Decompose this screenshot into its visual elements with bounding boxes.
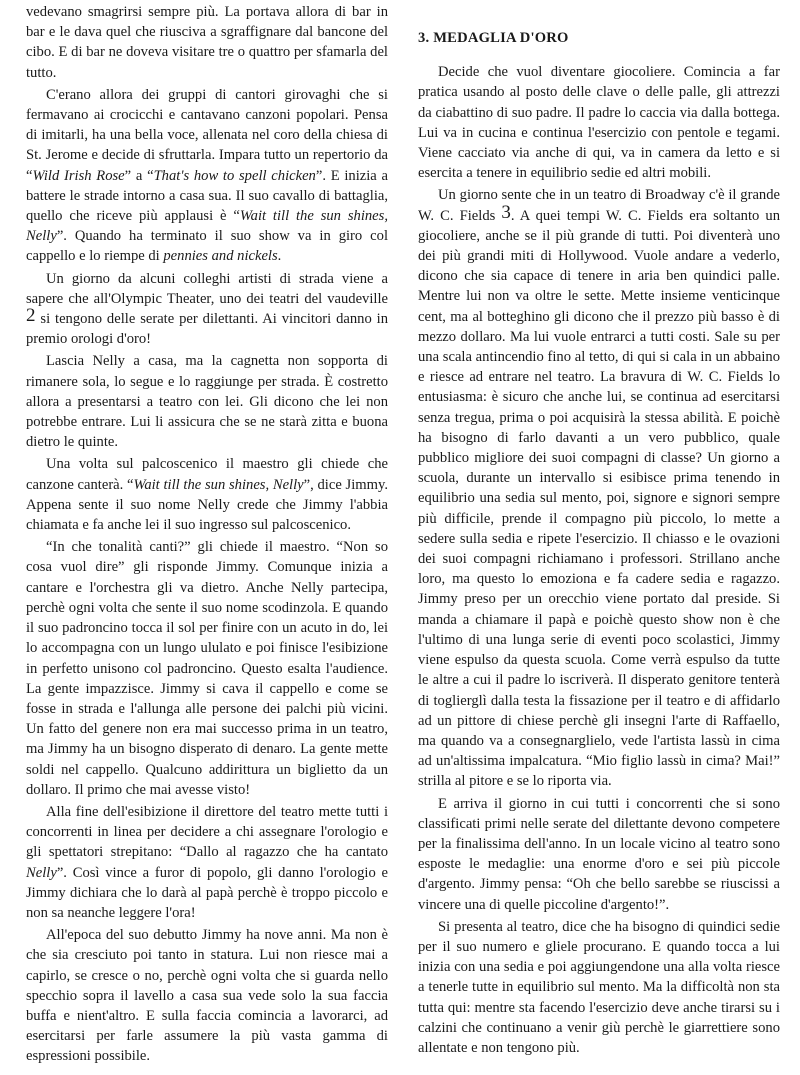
song-title: Wild Irish Rose: [32, 167, 125, 184]
paragraph: Lascia Nelly a casa, ma la cagnetta non sopporta di rimanere sola, lo segue e lo raggiunge per strada. È costretto allora a presentarsi a teatro con lei. Gli dicono che lei non potrebbe entrare. Lui li assicura che se ne starà zitta e buona dietro le quinte.: [26, 353, 388, 451]
song-title: Wait till the sun shines, Nelly: [133, 476, 304, 493]
paragraph: Si presenta al teatro, dice che ha bisogno di quindici sedie per il suo numero e gliele procurano. E quando tocca a lui inizia con una sedia e poi aggiungendone una alla volta riesce a tenerle tutte in equilibrio sul mento. Ma la difficoltà non sta tutta qui: mentre sta facendo l'esercizio deve anche tirarsi su i calzini che continuano a venir giù perchè le giarrettiere sono allentate e non tengono più.: [418, 918, 780, 1056]
footnote-marker: 3: [501, 201, 511, 223]
italic-phrase: pennies and nickels: [163, 248, 278, 265]
paragraph: C'erano allora dei gruppi di cantori girovaghi che si fermavano ai crocicchi e cantavano canzoni popolari. Pensa di imitarli, ha una bella voce, allenata nel coro della chiesa di St. Jerome e decide di sfruttarla. Impara tutto un repertorio da “Wild Irish Rose” a “That's how to spell chicken”. E inizia a battere le strade intorno a casa sua. Il suo cavallo di battaglia, quello che riceve più applausi è “Wait till the sun shines, Nelly”. Quando ha terminato il suo show va in giro col cappello e lo riempe di pennies and nickels.: [26, 86, 388, 265]
paragraph: Un giorno sente che in un teatro di Broadway c'è il grande W. C. Fields 3. A quei tempi W. C. Fields era soltanto un giocoliere, anche se il più grande di tutti. Poi diventerà uno dei più grandi miti di Hollywood. Vuole andare a vederlo, dicono che sia capace di tenere in aria ben quindici palle. Mentre lui non va oltre le sette. Mette insieme venticinque cent, ma al botteghino gli dicono che il prezzo più basso è di mezzo dollaro. Ma lui vuole entrarci a tutti costi. Sale su per una scala antincendio fino al tetto, di qui si cala in un abbaino e riesce ad entrare nel teatro. La bravura di W. C. Fields lo entusiasma: è sicuro che anche lui, se continua ad esercitarsi senza tregua, prima o poi acquisirà la stessa abilità. E poichè ha bisogno di farlo davanti a un vero pubblico, quale pubblico migliore dei suoi compagni di classe? Un giorno a scuola, durante un intervallo si esibisce prima tenendo in equilibrio una sedia sul mento, poi, signore e signori sempre più difficile, prende il compagno più piccolo, lo mette a sedere sulla sedia e ripete l'esercizio. Il chiasso e le ovazioni dei suoi compagni richiamano i professori. Strillano anche loro, ma questo lo emoziona e fa cadere sedia e ragazzo. Jimmy preso per un orecchio viene portato dal preside. Si manda a chiamare il papà e poichè questo show non è che l'ultimo di una lunga serie di eventi poco scolastici, Jimmy viene espulso da questa scuola. Come verrà espulso da tutte le altre a cui il padre lo iscriverà. Il disperato genitore tenterà di toglierglì dalla testa la fissazione per il teatro e di affidarlo ad un pittore di chiese perchè gli insegni l'arte di Raffaello, ma quando va a consegnarglielo, vede l'artista lassù in cima ad un'altissima impalcatura. “Mio figlio lassù in cima? Mai!” strilla al pitore e se lo riporta via.: [418, 187, 780, 790]
paragraph: E arriva il giorno in cui tutti i concorrenti che si sono classificati primi nelle serate del dilettante devono competere per la finalissima dell'anno. In un locale vicino al teatro sono esposte le medaglie: una enorme d'oro e sei più piccole d'argento. Jimmy pensa: “Oh che bello sarebbe se riuscissi a vincere una di quelle piccoline d'argento!”.: [418, 795, 780, 913]
song-title: That's how to spell chicken: [153, 167, 316, 184]
paragraph: vedevano smagrirsi sempre più. La portava allora di bar in bar e le dava quel che riusciva a sgraffignare dal bancone del cibo. E di bar ne doveva visitare tre o quattro per sfamarla del tutto.: [26, 4, 388, 81]
italic-phrase: Nelly: [26, 864, 57, 881]
paragraph: Un giorno da alcuni colleghi artisti di strada viene a sapere che all'Olympic Theater, uno dei teatri del vaudeville 2 si tengono delle serate per dilettanti. Ai vincitori danno in premio orologi d'oro!: [26, 270, 388, 348]
paragraph: “In che tonalità canti?” gli chiede il maestro. “Non so cosa vuol dire” gli risponde Jimmy. Comunque inizia a cantare e l'orchestra gli va dietro. Anche Nelly partecipa, perchè ogni volta che sente il suo nome scodinzola. E quando il suo padroncino tocca il sol per finire con un acuto in do, lei lo accompagna con un lungo ululato e poi finisce l'esibizione in perfetto unisono col padroncino. Questo esalta l'audience. La gente impazzisce. Jimmy si cava il cappello e come se fosse in strada e l'allunga alle persone dei palchi più vicini. Un fatto del genere non era mai successo prima in un teatro, ma Jimmy ha un bisogno disperato di denaro. La gente mette soldi nel cappello. Qualcuno addirittura un biglietto da un dollaro. Il primo che mai avesse visto!: [26, 539, 388, 798]
right-column: [418, 2, 780, 1058]
section-heading: 3. MEDAGLIA D'ORO: [418, 30, 569, 46]
paragraph: Alla fine dell'esibizione il direttore del teatro mette tutti i concorrenti in linea per decidere a chi assegnare l'orologio e gli spettatori strepitano: “Dallo al ragazzo che ha cantato Nelly”. Così vince a furor di popolo, gli danno l'orologio e Jimmy dichiara che lo darà al papà perchè è troppo piccolo e non sa neanche leggere l'ora!: [26, 803, 388, 921]
footnote-marker: 2: [26, 305, 36, 327]
song-title: Wait till the sun shines, Nelly: [26, 208, 388, 245]
left-column: [26, 2, 388, 1067]
paragraph: Decide che vuol diventare giocoliere. Comincia a far pratica usando al posto delle clave o delle palle, gli attrezzi da ciabattino di suo padre. Il padre lo caccia via dalla bottega. Lui va in cucina e continua l'esercizio con pentole e tegami. Viene cacciato via anche di qui, va in camera da letto e si esercita a tenere in equilibrio sedie ed altri mobili.: [418, 64, 780, 182]
paragraph: Una volta sul palcoscenico il maestro gli chiede che canzone canterà. “Wait till the sun shines, Nelly”, dice Jimmy. Appena sente il suo nome Nelly crede che Jimmy l'abbia chiamata e fa anche lei il suo ingresso sul palcoscenico.: [26, 456, 388, 534]
paragraph: All'epoca del suo debutto Jimmy ha nove anni. Ma non è che sia cresciuto poi tanto in statura. Lui non riesce mai a capirlo, se cresce o no, perchè ogni volta che si guarda nello specchio sopra il lavello a casa sua vede solo la sua faccia buffa e nient'altro. E sulla faccia comincia a lavorarci, ad esercitarsi per farle assumere la più vasta gamma di espressioni possibile.: [26, 927, 388, 1065]
